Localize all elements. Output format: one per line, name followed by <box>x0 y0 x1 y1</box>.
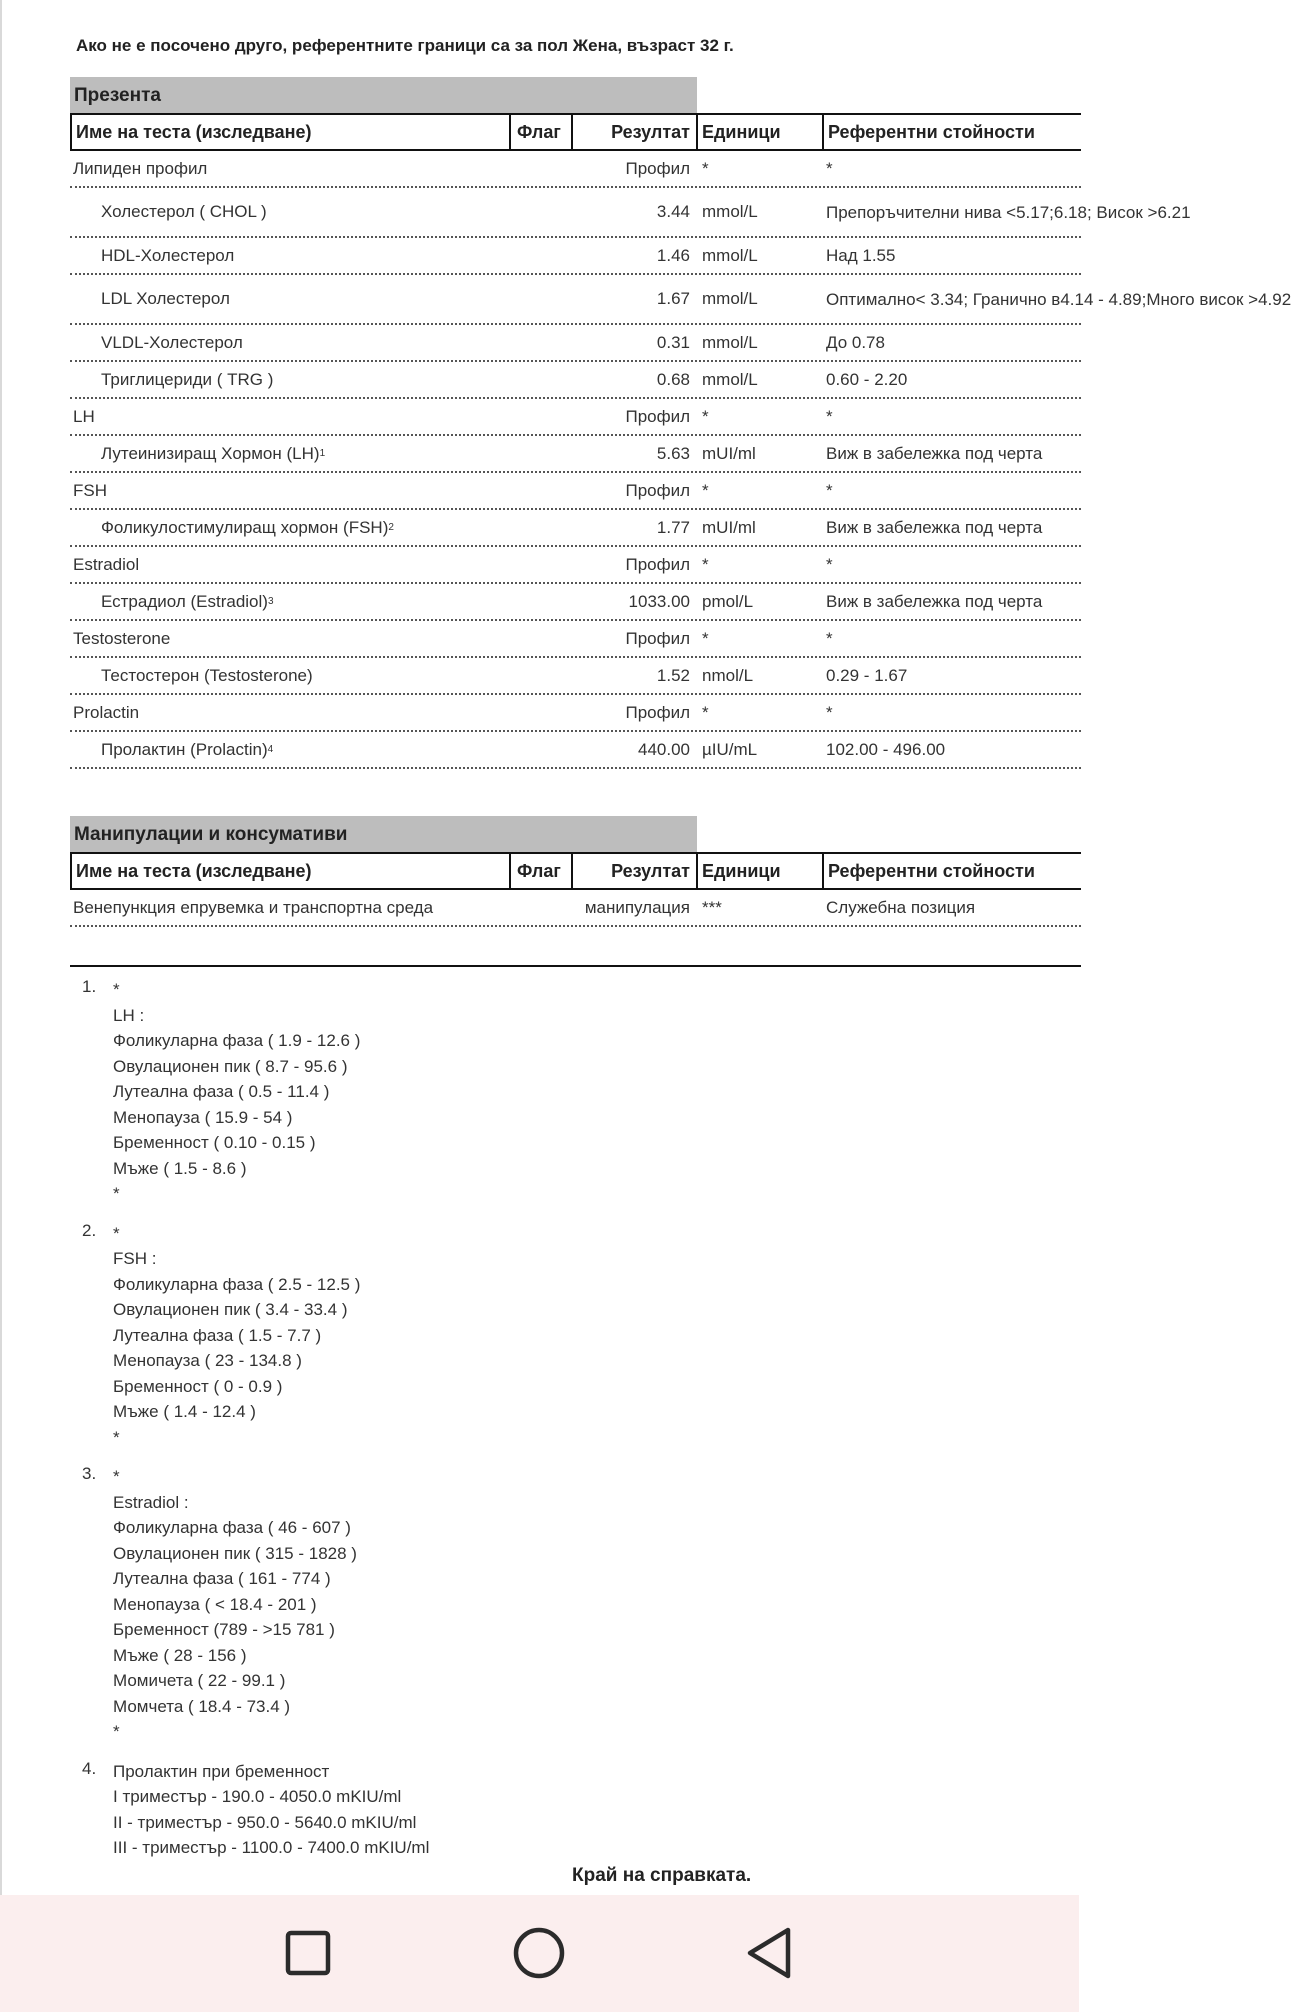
test-result: Профил <box>625 406 690 426</box>
test-reference <box>826 436 1096 471</box>
footnote-line: Лутеална фаза ( 1.5 - 7.7 ) <box>113 1325 322 1345</box>
reference-line: Виж в забележка под черта <box>826 592 1043 611</box>
reference-line: До 0.78 <box>826 333 885 352</box>
test-reference <box>826 399 1096 434</box>
test-unit: *** <box>702 897 722 917</box>
col-header-reference: Референтни стойности <box>822 115 1092 149</box>
footnote-line: * <box>113 1722 120 1741</box>
footnote-line: Мъже ( 28 - 156 ) <box>113 1645 247 1665</box>
footnote-line: Овулационен пик ( 315 - 1828 ) <box>113 1543 357 1563</box>
footnotes <box>82 977 429 1875</box>
test-reference <box>826 151 1096 186</box>
footnote-number: 4. <box>82 1758 97 1778</box>
report-end-text: Край на справката. <box>572 1865 752 1886</box>
reference-line: Над 1.55 <box>826 246 896 265</box>
footnote-line: Мъже ( 1.5 - 8.6 ) <box>113 1158 247 1178</box>
test-result: 1.67 <box>656 289 690 308</box>
table-row <box>70 188 1191 238</box>
reference-line: Оптимално< 3.34; Гранично в <box>826 289 1061 309</box>
table-row <box>70 658 1081 695</box>
test-reference <box>826 695 1096 730</box>
section-manipulations <box>70 816 1081 927</box>
footnote-item <box>82 1221 429 1451</box>
test-name: Естрадиол (Estradiol) 3 <box>101 591 274 611</box>
reference-line: Препоръчителни нива <5.17; <box>826 202 1054 222</box>
reference-line: * <box>826 703 833 722</box>
test-name <box>73 547 139 582</box>
test-reference <box>826 547 1096 582</box>
col-header-name: Име на теста (изследване) <box>70 115 510 149</box>
table-row <box>70 890 1081 927</box>
test-reference <box>826 890 1096 925</box>
test-name <box>73 695 139 730</box>
test-name-text: Липиден профил <box>73 158 208 178</box>
recent-apps-button[interactable] <box>278 1923 338 1983</box>
footnote-line: LH : <box>113 1005 145 1025</box>
test-result: 1033.00 <box>628 591 690 611</box>
test-unit: mmol/L <box>702 289 758 308</box>
footnote-line: Лутеална фаза ( 161 - 774 ) <box>113 1569 331 1588</box>
table-row <box>70 325 1081 362</box>
col-header-flag: Флаг <box>509 115 571 149</box>
test-reference <box>826 584 1096 619</box>
test-unit: nmol/L <box>702 665 754 685</box>
footnote-line: Овулационен пик ( 8.7 - 95.6 ) <box>113 1056 348 1076</box>
test-unit: * <box>702 554 709 574</box>
table-row <box>70 436 1081 473</box>
footnote-line: III - триместър - 1100.0 - 7400.0 mKIU/ml <box>113 1838 430 1857</box>
footnote-item <box>82 977 429 1207</box>
test-name: Лутеинизиращ Хормон (LH) 1 <box>101 443 326 463</box>
test-reference <box>826 658 1096 693</box>
reference-line: 0.60 - 2.20 <box>826 370 908 389</box>
test-unit: mUI/ml <box>702 517 756 537</box>
section-title: Презента <box>70 77 697 113</box>
test-result: 3.44 <box>656 202 690 221</box>
test-name-text: HDL-Холестерол <box>101 245 235 265</box>
android-navigation-bar <box>0 1895 1079 2012</box>
footnote-line: Менопауза ( 15.9 - 54 ) <box>113 1107 293 1127</box>
circle-icon <box>509 1923 569 1983</box>
section-title: Манипулации и консумативи <box>70 816 697 852</box>
col-header-units: Единици <box>696 854 823 888</box>
table-row <box>70 732 1081 769</box>
test-unit: pmol/L <box>702 591 754 611</box>
reference-line: 102.00 - 496.00 <box>826 740 946 759</box>
test-result: Профил <box>625 480 690 500</box>
footnote-line: Момчета ( 18.4 - 73.4 ) <box>113 1696 291 1716</box>
reference-line: Виж в забележка под черта <box>826 444 1043 463</box>
test-name: Фоликулостимулиращ хормон (FSH) 2 <box>101 517 394 537</box>
footnote-number: 2. <box>82 1220 97 1240</box>
report-intro: Ако не е посочено друго, референтните граници са за пол Жена, възраст 32 г. <box>76 36 734 55</box>
footnote-line: Овулационен пик ( 3.4 - 33.4 ) <box>113 1300 348 1319</box>
footnote-line: Пролактин при бременност <box>113 1761 330 1781</box>
table-row <box>70 399 1081 436</box>
test-unit: mmol/L <box>702 369 758 389</box>
test-name-text: Холестерол ( CHOL ) <box>101 202 267 221</box>
test-name-text: FSH <box>73 480 107 500</box>
table-body <box>70 890 1081 927</box>
footnote-line: Бременност (789 - >15 781 ) <box>113 1620 335 1639</box>
footnote-line: Менопауза ( 23 - 134.8 ) <box>113 1351 302 1370</box>
test-name <box>73 151 207 186</box>
test-result: 0.68 <box>656 369 690 389</box>
back-button[interactable] <box>740 1923 800 1983</box>
test-name-text: Prolactin <box>73 702 140 722</box>
test-name-text: Пролактин (Prolactin) <box>101 739 268 759</box>
reference-line: * <box>826 159 833 178</box>
test-name <box>101 362 273 397</box>
col-header-name: Име на теста (изследване) <box>70 854 510 888</box>
col-header-result: Резултат <box>571 115 696 149</box>
col-header-flag: Флаг <box>509 854 571 888</box>
test-result: Профил <box>625 702 690 722</box>
reference-line: 4.14 - 4.89;Много висок >4.92 <box>1060 289 1291 309</box>
test-name <box>101 658 313 693</box>
test-reference <box>826 238 1096 273</box>
test-name-text: VLDL-Холестерол <box>101 332 243 352</box>
col-header-result: Резултат <box>571 854 696 888</box>
footnote-line: Estradiol : <box>113 1492 189 1512</box>
table-row <box>70 362 1081 399</box>
footnote-line: Фоликуларна фаза ( 46 - 607 ) <box>113 1518 351 1537</box>
test-name <box>73 473 107 508</box>
footnote-line: I триместър - 190.0 - 4050.0 mKIU/ml <box>113 1787 402 1806</box>
test-name <box>101 238 234 273</box>
footnote-item <box>82 1464 429 1745</box>
test-name-text: Венепункция епрувемка и транспортна среда <box>73 897 434 917</box>
test-name-text: Estradiol <box>73 554 140 574</box>
footnote-line: Фоликуларна фаза ( 1.9 - 12.6 ) <box>113 1031 361 1050</box>
test-name-text: LDL Холестерол <box>101 289 230 308</box>
test-name <box>73 399 95 434</box>
test-name <box>101 188 267 236</box>
col-header-reference: Референтни стойности <box>822 854 1092 888</box>
footnote-line: Момичета ( 22 - 99.1 ) <box>113 1671 286 1690</box>
table-row <box>70 584 1081 621</box>
test-result: манипулация <box>584 897 690 917</box>
footnote-line: FSH : <box>113 1249 157 1268</box>
test-unit: * <box>702 158 709 178</box>
test-name: Пролактин (Prolactin) 4 <box>101 739 274 759</box>
footnote-item <box>82 1759 429 1861</box>
table-row <box>70 695 1081 732</box>
test-name-text: Лутеинизиращ Хормон (LH) <box>101 443 320 463</box>
reference-line: 6.18; Висок >6.21 <box>1053 202 1191 222</box>
test-result: Профил <box>625 554 690 574</box>
test-result: Профил <box>625 628 690 648</box>
table-header <box>70 113 1081 151</box>
square-icon <box>278 1923 338 1983</box>
footnote-line: II - триместър - 950.0 - 5640.0 mKIU/ml <box>113 1812 417 1832</box>
table-row <box>70 151 1081 188</box>
section-presenta <box>70 77 1291 769</box>
table-row <box>70 275 1291 325</box>
table-row <box>70 473 1081 510</box>
test-result: 5.63 <box>656 443 690 463</box>
footnote-line: Бременност ( 0 - 0.9 ) <box>113 1376 283 1396</box>
reference-line: * <box>826 629 833 648</box>
test-unit: * <box>702 702 709 722</box>
test-unit: mUI/ml <box>702 443 756 463</box>
test-result: 0.31 <box>656 332 690 352</box>
footnote-line: * <box>113 1427 120 1447</box>
test-result: 440.00 <box>638 739 690 759</box>
test-result: Профил <box>625 158 690 178</box>
test-name-text: Естрадиол (Estradiol) <box>101 591 268 611</box>
table-row <box>70 510 1081 547</box>
footnote-number: 1. <box>82 977 97 996</box>
test-name-text: Тестостерон (Testosterone) <box>101 665 313 685</box>
footnote-line: Фоликуларна фаза ( 2.5 - 12.5 ) <box>113 1274 361 1294</box>
reference-line: * <box>826 481 833 500</box>
col-header-units: Единици <box>696 115 823 149</box>
test-reference <box>826 325 1096 360</box>
footnote-line: * <box>113 1223 120 1243</box>
test-name-text: Фоликулостимулиращ хормон (FSH) <box>101 517 389 537</box>
reference-line: 0.29 - 1.67 <box>826 666 908 685</box>
test-reference <box>826 473 1096 508</box>
table-row <box>70 621 1081 658</box>
test-result: 1.77 <box>656 517 690 537</box>
footnote-number: 3. <box>82 1464 97 1483</box>
test-name-text: Триглицериди ( TRG ) <box>101 369 274 389</box>
table-row <box>70 547 1081 584</box>
test-reference <box>826 621 1096 656</box>
reference-line: Виж в забележка под черта <box>826 518 1043 537</box>
test-reference <box>826 362 1096 397</box>
reference-line: * <box>826 407 833 426</box>
test-name-text: LH <box>73 406 95 426</box>
footnote-line: Менопауза ( < 18.4 - 201 ) <box>113 1594 317 1614</box>
test-unit: * <box>702 628 709 648</box>
test-unit: * <box>702 480 709 500</box>
test-name-text: Testosterone <box>73 628 171 648</box>
footnote-line: Бременност ( 0.10 - 0.15 ) <box>113 1133 316 1152</box>
footnote-line: Мъже ( 1.4 - 12.4 ) <box>113 1402 256 1421</box>
reference-line: * <box>826 555 833 574</box>
test-name <box>73 890 433 925</box>
table-body <box>70 151 1291 769</box>
reference-line: Служебна позиция <box>826 898 976 917</box>
footnote-divider <box>70 965 1081 967</box>
footnote-line: Лутеална фаза ( 0.5 - 11.4 ) <box>113 1082 330 1101</box>
table-row <box>70 238 1081 275</box>
test-unit: mmol/L <box>702 332 758 352</box>
test-result: 1.46 <box>656 245 690 265</box>
test-name <box>101 275 230 323</box>
test-reference <box>826 732 1096 767</box>
test-reference <box>826 275 1291 323</box>
test-reference <box>826 510 1096 545</box>
test-reference <box>826 188 1191 236</box>
test-unit: µIU/mL <box>702 739 758 759</box>
home-button[interactable] <box>509 1923 569 1983</box>
footnote-line: * <box>113 1467 120 1486</box>
test-name <box>73 621 170 656</box>
test-unit: * <box>702 406 709 426</box>
footnote-line: * <box>113 980 120 999</box>
table-header <box>70 852 1081 890</box>
test-unit: mmol/L <box>702 202 758 221</box>
test-name <box>101 325 243 360</box>
triangle-icon <box>740 1923 800 1983</box>
footnote-line: * <box>113 1184 120 1203</box>
test-unit: mmol/L <box>702 245 758 265</box>
test-result: 1.52 <box>656 665 690 685</box>
